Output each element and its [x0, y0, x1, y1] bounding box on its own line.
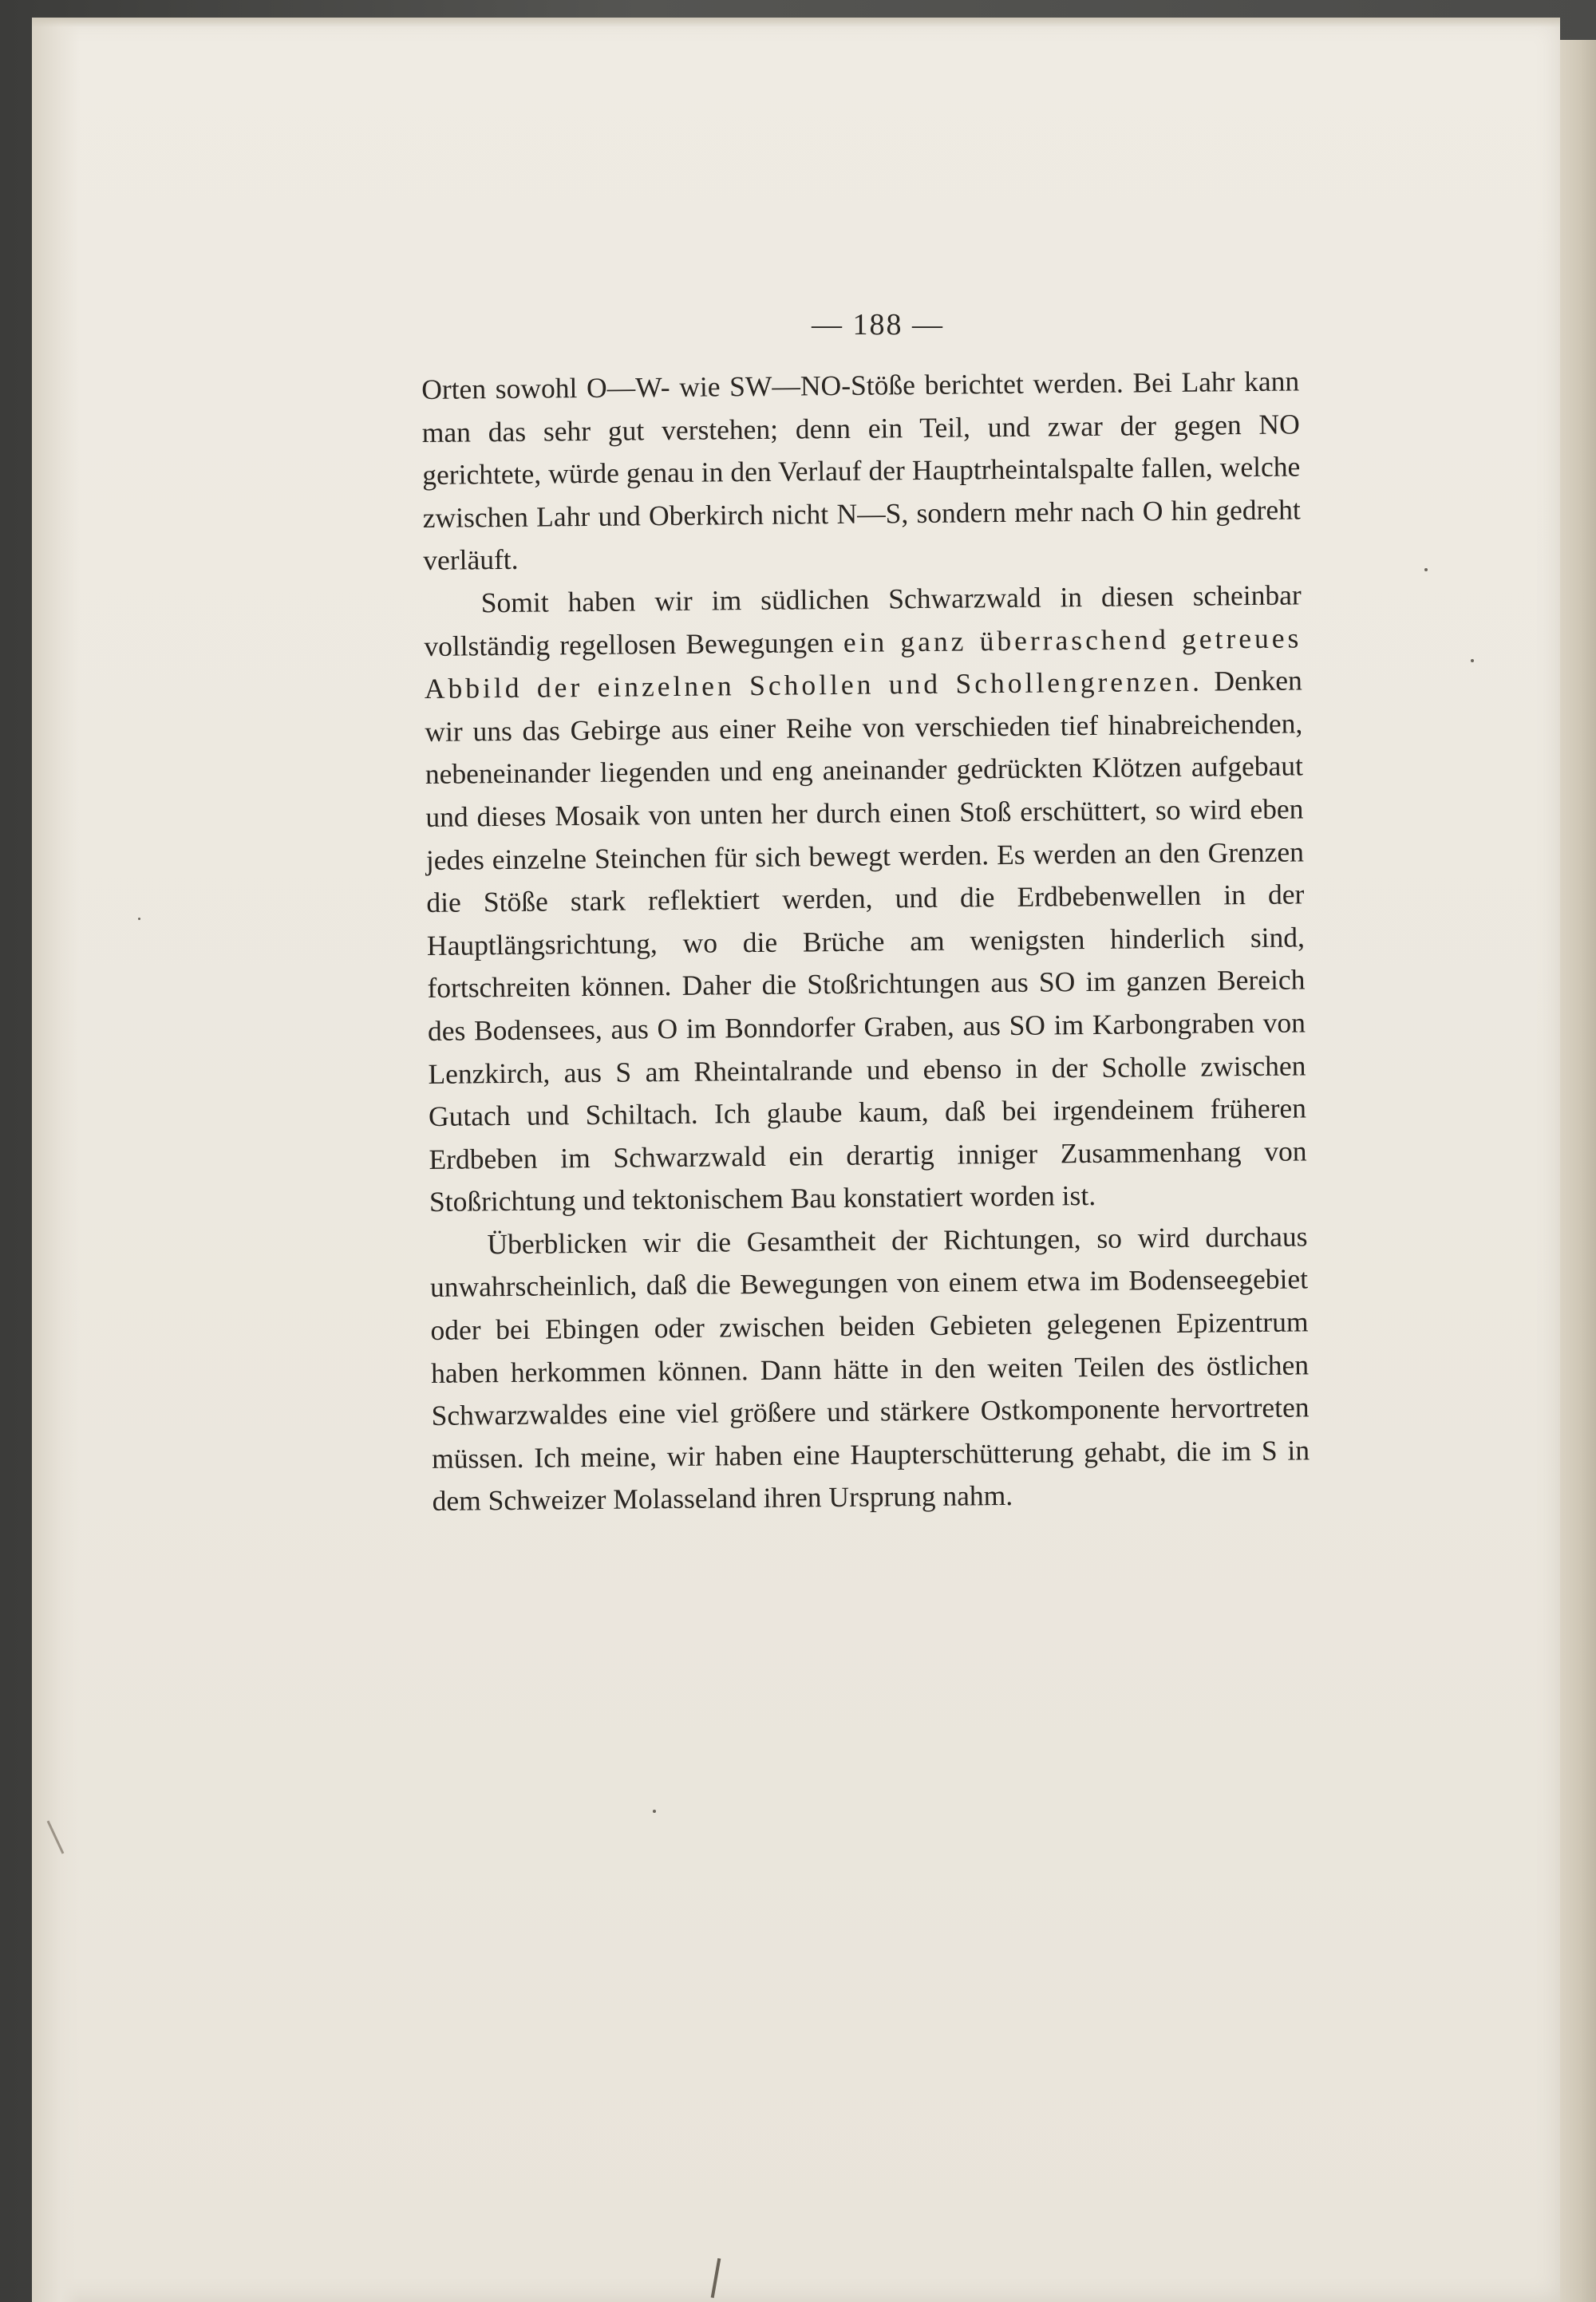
- paper-speck: [138, 918, 140, 920]
- paragraph-1: Orten sowohl O—W- wie SW—NO-Stöße berichtet werden. Bei Lahr kann man das sehr gut verstehen; denn ein Teil, und zwar der gegen NO gerichtete, würde genau in den Verlauf der Hauptrheintalspalte fallen, welche zwischen Lahr und Oberkirch nicht N—S, sondern mehr nach O hin gedreht verläuft.: [421, 365, 1301, 577]
- paper-speck: [653, 1810, 656, 1813]
- paper-speck: [1424, 568, 1428, 571]
- paper-speck: [1471, 659, 1474, 662]
- page-gutter-shadow: [32, 18, 80, 2302]
- page-top-edge: [32, 18, 1560, 27]
- paragraph-2: [424, 574, 1308, 1223]
- paragraph-3: Überblicken wir die Gesamtheit der Richtungen, so wird durchaus unwahrscheinlich, daß die Bewegungen von einem etwa im Bodenseegebiet oder bei Ebingen oder zwischen beiden Gebieten gelegenen Epizentrum haben herkommen können. Dann hätte in den weiten Teilen des östlichen Schwarzwaldes eine viel größere und stärkere Ostkomponente hervortreten müssen. Ich meine, wir haben eine Haupterschütterung gehabt, die im S in dem Schweizer Molasseland ihren Ursprung nahm.: [429, 1220, 1310, 1518]
- paragraph-2-emphasis: ein ganz überraschend getreues Abbild der einzelnen Schollen und Schollengrenzen.: [424, 621, 1302, 705]
- page-number: — 188 —: [812, 308, 944, 342]
- body-text: [421, 360, 1310, 1523]
- paragraph-2-start: Somit haben wir im südlichen Schwarzwald in diesen scheinbar vollständig regellosen Bewegungen: [424, 578, 1302, 662]
- paragraph-2-end: Denken wir uns das Gebirge aus einer Reihe von verschieden tief hinabreichenden, nebeneinander liegenden und eng aneinander gedrückten Klötzen aufgebaut und dieses Mosaik von unten her durch einen Stoß erschüttert, so wird eben jedes einzelne Steinchen für sich bewegt werden. Es werden an den Grenzen die Stöße stark reflektiert werden, und die Erdbebenwellen in der Hauptlängsrichtung, wo die Brüche am wenigsten hinderlich sind, fortschreiten können. Daher die Stoßrichtungen aus SO im ganzen Bereich des Bodensees, aus O im Bonndorfer Graben, aus SO im Karbongraben von Lenzkirch, aus S am Rheintalrande und ebenso in der Scholle zwischen Gutach und Schiltach. Ich glaube kaum, daß bei irgendeinem früheren Erdbeben im Schwarzwald ein derartig inniger Zusammenhang von Stoßrichtung und tektonischem Bau konstatiert worden ist.: [425, 664, 1307, 1218]
